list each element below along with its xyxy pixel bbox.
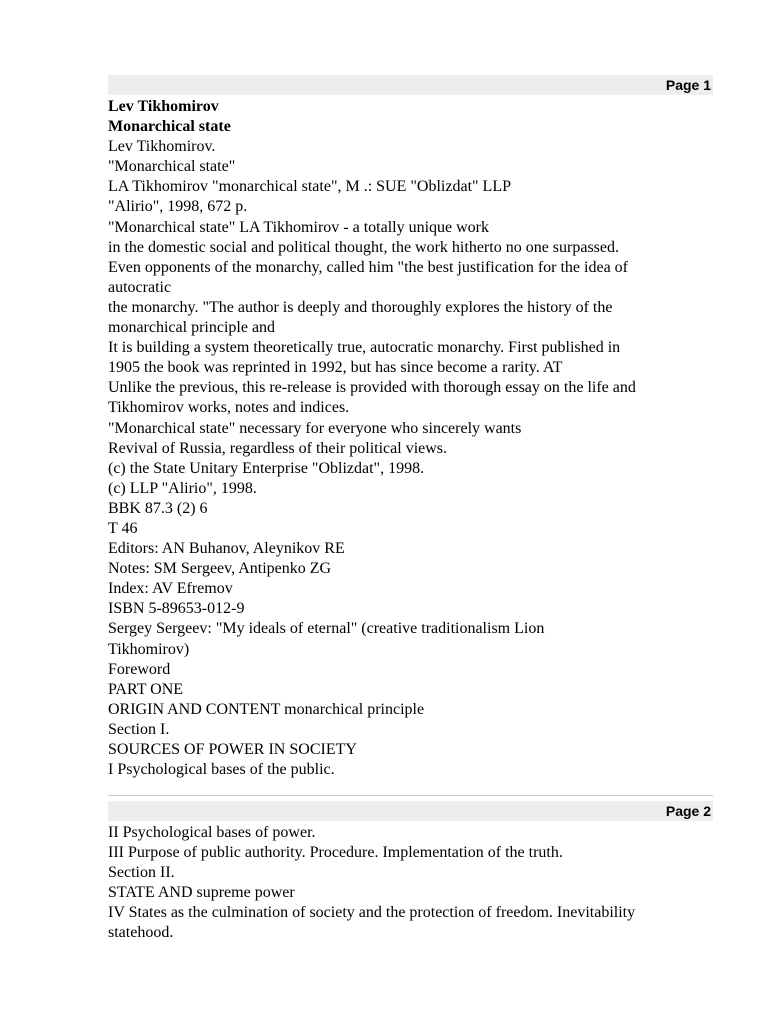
- text-line: (c) LLP "Alirio", 1998.: [108, 479, 257, 497]
- text-line: "Monarchical state": [108, 158, 236, 176]
- text-line: III Purpose of public authority. Procedure. Implementation of the truth.: [108, 844, 563, 862]
- text-line: autocratic: [108, 278, 172, 296]
- text-line: Sergey Sergeev: "My ideals of eternal" (creative traditionalism Lion: [108, 620, 545, 638]
- text-line: T 46: [108, 519, 138, 537]
- page-number-label: Page 2: [665, 803, 711, 819]
- page-header-2: [108, 801, 713, 821]
- text-line: LA Tikhomirov "monarchical state", M .: SUE "Oblizdat" LLP: [108, 178, 511, 196]
- text-line: 1905 the book was reprinted in 1992, but has since become a rarity. AT: [108, 359, 563, 377]
- text-line: Index: AV Efremov: [108, 580, 233, 598]
- text-line: Editors: AN Buhanov, Aleynikov RE: [108, 540, 345, 558]
- book-title: Monarchical state: [108, 118, 231, 136]
- page-header-1: [108, 75, 713, 95]
- page-number-label: Page 1: [665, 77, 711, 93]
- text-line: "Monarchical state" LA Tikhomirov - a totally unique work: [108, 218, 490, 236]
- text-line: in the domestic social and political thought, the work hitherto no one surpassed.: [108, 238, 620, 256]
- page-separator: [108, 795, 713, 796]
- text-line: Section II.: [108, 864, 175, 882]
- text-line: SOURCES OF POWER IN SOCIETY: [108, 741, 357, 758]
- page-1-text: [108, 97, 713, 780]
- text-line: Foreword: [108, 660, 171, 678]
- text-line: Notes: SM Sergeev, Antipenko ZG: [108, 560, 332, 578]
- text-line: Unlike the previous, this re-release is provided with thorough essay on the life and: [108, 379, 636, 397]
- text-line: Lev Tikhomirov.: [108, 138, 216, 156]
- text-line: the monarchy. "The author is deeply and thoroughly explores the history of the: [108, 298, 613, 316]
- text-line: Even opponents of the monarchy, called him "the best justification for the idea of: [108, 258, 629, 276]
- text-line: monarchical principle and: [108, 319, 276, 337]
- text-line: Tikhomirov): [108, 640, 190, 658]
- text-line: "Alirio", 1998, 672 p.: [108, 198, 248, 216]
- author-title: Lev Tikhomirov: [108, 98, 219, 115]
- text-line: BBK 87.3 (2) 6: [108, 499, 208, 517]
- text-line: Tikhomirov works, notes and indices.: [108, 399, 350, 417]
- text-line: Section I.: [108, 720, 170, 738]
- text-line: It is building a system theoretically true, autocratic monarchy. First published in: [108, 339, 621, 357]
- text-line: Revival of Russia, regardless of their political views.: [108, 439, 448, 457]
- text-line: IV States as the culmination of society and the protection of freedom. Inevitability: [108, 904, 636, 922]
- text-line: II Psychological bases of power.: [108, 824, 316, 841]
- text-line: (c) the State Unitary Enterprise "Oblizdat", 1998.: [108, 459, 425, 477]
- text-line: I Psychological bases of the public.: [108, 761, 335, 779]
- text-line: ISBN 5-89653-012-9: [108, 600, 245, 618]
- text-line: statehood.: [108, 924, 174, 942]
- page-2-text: [108, 823, 713, 944]
- text-line: ORIGIN AND CONTENT monarchical principle: [108, 700, 425, 718]
- text-line: PART ONE: [108, 680, 184, 698]
- text-line: "Monarchical state" necessary for everyone who sincerely wants: [108, 419, 522, 437]
- text-line: STATE AND supreme power: [108, 884, 295, 902]
